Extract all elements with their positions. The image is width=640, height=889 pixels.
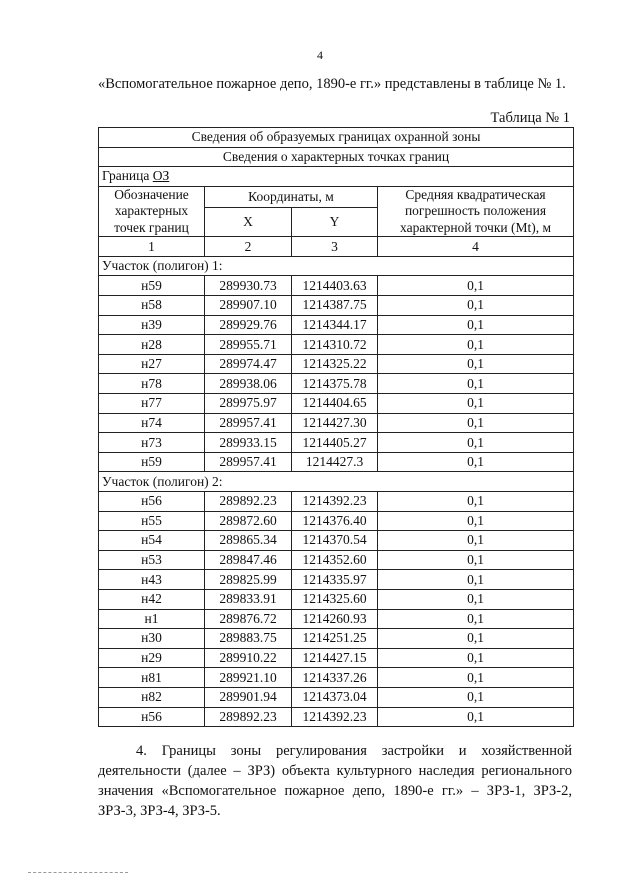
y-cell: 1214375.78 xyxy=(292,374,378,394)
y-cell: 1214370.54 xyxy=(292,531,378,551)
y-cell: 1214373.04 xyxy=(292,687,378,707)
section-row xyxy=(99,472,574,492)
x-cell: 289929.76 xyxy=(205,315,292,335)
x-cell: 289865.34 xyxy=(205,531,292,551)
table-subtitle: Сведения о характерных точках границ xyxy=(99,147,574,167)
header-error: Средняя квадратическая погрешность положения характерной точки (Mt), м xyxy=(378,186,574,237)
point-id-cell: н27 xyxy=(99,354,205,374)
table-row xyxy=(99,629,574,649)
col-number: 2 xyxy=(205,237,292,257)
point-id-cell: н73 xyxy=(99,433,205,453)
point-id-cell: н59 xyxy=(99,452,205,472)
intro-text: «Вспомогательное пожарное депо, 1890-е гг.» представлены в таблице № 1. xyxy=(98,76,566,92)
y-cell: 1214376.40 xyxy=(292,511,378,531)
x-cell: 289933.15 xyxy=(205,433,292,453)
y-cell: 1214325.60 xyxy=(292,589,378,609)
error-cell: 0,1 xyxy=(378,315,574,335)
y-cell: 1214344.17 xyxy=(292,315,378,335)
error-cell: 0,1 xyxy=(378,609,574,629)
error-cell: 0,1 xyxy=(378,394,574,414)
table-row xyxy=(99,315,574,335)
table-row xyxy=(99,609,574,629)
y-cell: 1214260.93 xyxy=(292,609,378,629)
header-x: X xyxy=(205,208,292,237)
error-cell: 0,1 xyxy=(378,296,574,316)
x-cell: 289847.46 xyxy=(205,550,292,570)
error-cell: 0,1 xyxy=(378,354,574,374)
section-label: Участок (полигон) 2: xyxy=(99,472,574,492)
table-row xyxy=(99,668,574,688)
error-cell: 0,1 xyxy=(378,374,574,394)
point-id-cell: н58 xyxy=(99,296,205,316)
y-cell: 1214352.60 xyxy=(292,550,378,570)
error-cell: 0,1 xyxy=(378,668,574,688)
table-row xyxy=(99,335,574,355)
x-cell: 289921.10 xyxy=(205,668,292,688)
x-cell: 289876.72 xyxy=(205,609,292,629)
error-cell: 0,1 xyxy=(378,433,574,453)
y-cell: 1214251.25 xyxy=(292,629,378,649)
y-cell: 1214427.3 xyxy=(292,452,378,472)
error-cell: 0,1 xyxy=(378,413,574,433)
table-row xyxy=(99,511,574,531)
y-cell: 1214392.23 xyxy=(292,707,378,727)
x-cell: 289974.47 xyxy=(205,354,292,374)
table-row xyxy=(99,374,574,394)
y-cell: 1214427.30 xyxy=(292,413,378,433)
y-cell: 1214335.97 xyxy=(292,570,378,590)
x-cell: 289955.71 xyxy=(205,335,292,355)
error-cell: 0,1 xyxy=(378,570,574,590)
point-id-cell: н56 xyxy=(99,707,205,727)
point-id-cell: н39 xyxy=(99,315,205,335)
point-id-cell: н81 xyxy=(99,668,205,688)
error-cell: 0,1 xyxy=(378,648,574,668)
x-cell: 289910.22 xyxy=(205,648,292,668)
error-cell: 0,1 xyxy=(378,687,574,707)
table-title-row xyxy=(99,128,574,148)
x-cell: 289892.23 xyxy=(205,707,292,727)
table-row xyxy=(99,589,574,609)
table-row xyxy=(99,276,574,296)
x-cell: 289872.60 xyxy=(205,511,292,531)
error-cell: 0,1 xyxy=(378,531,574,551)
table-row xyxy=(99,296,574,316)
error-cell: 0,1 xyxy=(378,276,574,296)
table-row xyxy=(99,394,574,414)
x-cell: 289825.99 xyxy=(205,570,292,590)
x-cell: 289975.97 xyxy=(205,394,292,414)
y-cell: 1214310.72 xyxy=(292,335,378,355)
table-row xyxy=(99,354,574,374)
x-cell: 289883.75 xyxy=(205,629,292,649)
point-id-cell: н82 xyxy=(99,687,205,707)
point-id-cell: н43 xyxy=(99,570,205,590)
table-row xyxy=(99,452,574,472)
header-y: Y xyxy=(292,208,378,237)
point-id-cell: н59 xyxy=(99,276,205,296)
paragraph-4: 4. Границы зоны регулирования застройки и хозяйственной деятельности (далее – ЗРЗ) объекта культурного наследия регионального значения «Вспомогательное пожарное депо, 1890-е гг.» – ЗРЗ-1, ЗРЗ-2, ЗРЗ-3, ЗРЗ-4, ЗРЗ-5. xyxy=(98,743,572,819)
point-id-cell: н55 xyxy=(99,511,205,531)
footer-divider xyxy=(28,872,128,873)
table-row xyxy=(99,570,574,590)
header-point: Обозначение характерных точек границ xyxy=(99,186,205,237)
boundary-code: ОЗ xyxy=(152,168,170,184)
y-cell: 1214325.22 xyxy=(292,354,378,374)
x-cell: 289957.41 xyxy=(205,413,292,433)
point-id-cell: н1 xyxy=(99,609,205,629)
error-cell: 0,1 xyxy=(378,335,574,355)
x-cell: 289892.23 xyxy=(205,492,292,512)
y-cell: 1214387.75 xyxy=(292,296,378,316)
header-row xyxy=(99,186,574,207)
error-cell: 0,1 xyxy=(378,511,574,531)
page-number: 4 xyxy=(317,48,323,62)
section-row xyxy=(99,256,574,276)
point-id-cell: н42 xyxy=(99,589,205,609)
x-cell: 289901.94 xyxy=(205,687,292,707)
header-coords: Координаты, м xyxy=(205,186,378,207)
table-caption: Таблица № 1 xyxy=(490,110,570,126)
table-subtitle-row xyxy=(99,147,574,167)
y-cell: 1214404.65 xyxy=(292,394,378,414)
table-row xyxy=(99,648,574,668)
point-id-cell: н29 xyxy=(99,648,205,668)
table-row xyxy=(99,433,574,453)
point-id-cell: н53 xyxy=(99,550,205,570)
point-id-cell: н54 xyxy=(99,531,205,551)
coordinates-table xyxy=(98,127,574,727)
x-cell: 289833.91 xyxy=(205,589,292,609)
x-cell: 289907.10 xyxy=(205,296,292,316)
y-cell: 1214427.15 xyxy=(292,648,378,668)
y-cell: 1214392.23 xyxy=(292,492,378,512)
boundary-row xyxy=(99,167,574,187)
table-row xyxy=(99,492,574,512)
col-number: 4 xyxy=(378,237,574,257)
error-cell: 0,1 xyxy=(378,492,574,512)
col-number: 1 xyxy=(99,237,205,257)
col-number: 3 xyxy=(292,237,378,257)
x-cell: 289938.06 xyxy=(205,374,292,394)
error-cell: 0,1 xyxy=(378,629,574,649)
y-cell: 1214337.26 xyxy=(292,668,378,688)
point-id-cell: н78 xyxy=(99,374,205,394)
point-id-cell: н28 xyxy=(99,335,205,355)
table-row xyxy=(99,550,574,570)
point-id-cell: н77 xyxy=(99,394,205,414)
table-row xyxy=(99,687,574,707)
section-label: Участок (полигон) 1: xyxy=(99,256,574,276)
table-row xyxy=(99,413,574,433)
boundary-label xyxy=(99,167,574,187)
column-numbers-row xyxy=(99,237,574,257)
error-cell: 0,1 xyxy=(378,707,574,727)
error-cell: 0,1 xyxy=(378,452,574,472)
point-id-cell: н56 xyxy=(99,492,205,512)
boundary-prefix: Граница xyxy=(102,168,153,184)
table-row xyxy=(99,531,574,551)
error-cell: 0,1 xyxy=(378,589,574,609)
x-cell: 289957.41 xyxy=(205,452,292,472)
point-id-cell: н74 xyxy=(99,413,205,433)
y-cell: 1214405.27 xyxy=(292,433,378,453)
y-cell: 1214403.63 xyxy=(292,276,378,296)
table-title: Сведения об образуемых границах охранной зоны xyxy=(99,128,574,148)
x-cell: 289930.73 xyxy=(205,276,292,296)
error-cell: 0,1 xyxy=(378,550,574,570)
table-row xyxy=(99,707,574,727)
point-id-cell: н30 xyxy=(99,629,205,649)
